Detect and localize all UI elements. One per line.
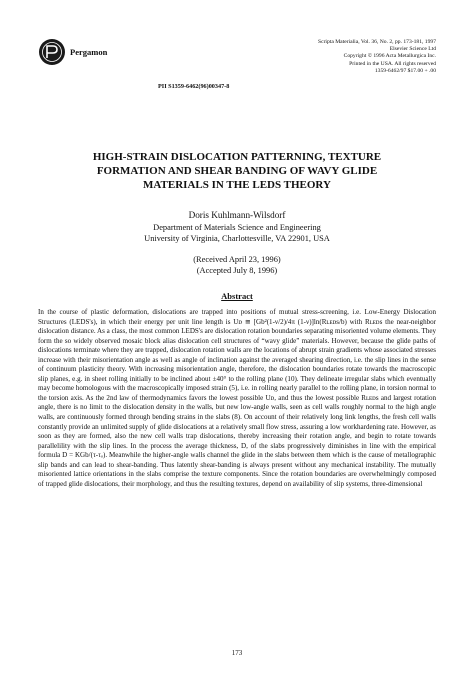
page-number: 173 <box>231 649 243 657</box>
journal-price: 1359-6462/97 $17.00 + .00 <box>374 67 436 74</box>
received-date: (Received April 23, 1996) <box>193 255 281 264</box>
journal-info <box>266 39 436 75</box>
paper-title <box>30 150 444 192</box>
author-name: Doris Kuhlmann-Wilsdorf <box>188 210 286 220</box>
author-department: Department of Materials Science and Engineering <box>153 223 321 232</box>
title-line: FORMATION AND SHEAR BANDING OF WAVY GLIDE <box>96 165 378 177</box>
journal-citation: Scripta Materialia, Vol. 36, No. 2, pp. 173-181, 1997 <box>317 39 436 45</box>
journal-publisher: Elsevier Science Ltd <box>389 46 436 53</box>
title-line: MATERIALS IN THE LEDS THEORY <box>143 179 331 191</box>
title-line: HIGH-STRAIN DISLOCATION PATTERNING, TEXTURE <box>92 151 382 163</box>
journal-printed: Printed in the USA. All rights reserved <box>349 60 436 67</box>
publisher-name: Pergamon <box>70 47 108 57</box>
pergamon-logo-icon <box>38 38 66 66</box>
abstract-heading: Abstract <box>221 291 253 301</box>
journal-copyright: Copyright © 1996 Acta Metallurgica Inc. <box>343 53 436 60</box>
accepted-date: (Accepted July 8, 1996) <box>196 266 278 275</box>
author-university: University of Virginia, Charlottesville, VA 22901, USA <box>144 234 330 243</box>
author-block <box>30 210 444 276</box>
abstract-text: In the course of plastic deformation, dislocations are trapped into positions of mutual stress-screening, i.e. Low-Energy Dislocation Structures (LEDS's), in which their energy per unit line length is Uᴅ ≅ [Gb²(1-ν/2)/4π (1-ν)]ln(Rʟᴇᴅs/b) with Rʟᴇᴅs the near-neighbor dislocation distance. As a class, the most common LEDS's are dislocation rotation boundaries separating misoriented volume elements. They form the so widely observed mosaic block alias dislocation cell structures of “wavy glide” materials. However, because the glide paths of dislocations terminate where they are trapped, dislocation rotation walls are the locations of abrupt strain gradients whose associated stresses increase with their misorientation angle as well as angle of inclination against the averaged shearing direction, i.e. the slip lines in the sense of continuum plasticity theory. With increasing misorientation angle, therefore, the dislocation boundaries rotate towards the macroscopic slip planes, e.g. in sheet rolling initially to be inclined about ±40° to the rolling plane (10). They delineate irregular slabs which eventually may become homologous with the macroscopically imposed strain (5), i.e. in rolling nearly parallel to the rolling plane, in torsion normal to the torsion axis. As the 2nd law of thermodynamics favors the lowest possible Uᴅ, and thus the lowest possible Rʟᴇᴅs and largest rotation angle, there is no limit to the dislocation density in the walls, but new low-angle walls, seen as cell walls roughly normal to the high angle walls, are continuously formed through bending strains in the slabs (8). On account of their relatively long link lengths, the fresh cell walls constantly provide an unlimited supply of glide dislocations at a relatively small flow stress, assuring a low workhardening rate. However, as soon as they are formed, also the new cell walls trap dislocations, thereby increasing their rotation angle, and begin to rotate towards parallelility with the slip lines. In the process the average thickness, D, of the slabs progressively diminishes in line with the empirical formula D = KGb/(τ-τₒ). Meanwhile the higher-angle walls channel the glide in the slabs between them which is the cause of metallographic slip bands and can lead to shear-banding. Thus latently shear-banding is always present without any mechanical instability. The mutually misoriented lattice orientations in the slabs comprise the texture components. Since the rotation boundaries are overwhelmingly composed of trapped glide dislocations, their morphology, and thus the resulting textures, depend on availability of slip systems, three-dimensional <box>38 308 436 488</box>
pii-identifier: PII S1359-6462(96)00347-8 <box>158 83 230 90</box>
